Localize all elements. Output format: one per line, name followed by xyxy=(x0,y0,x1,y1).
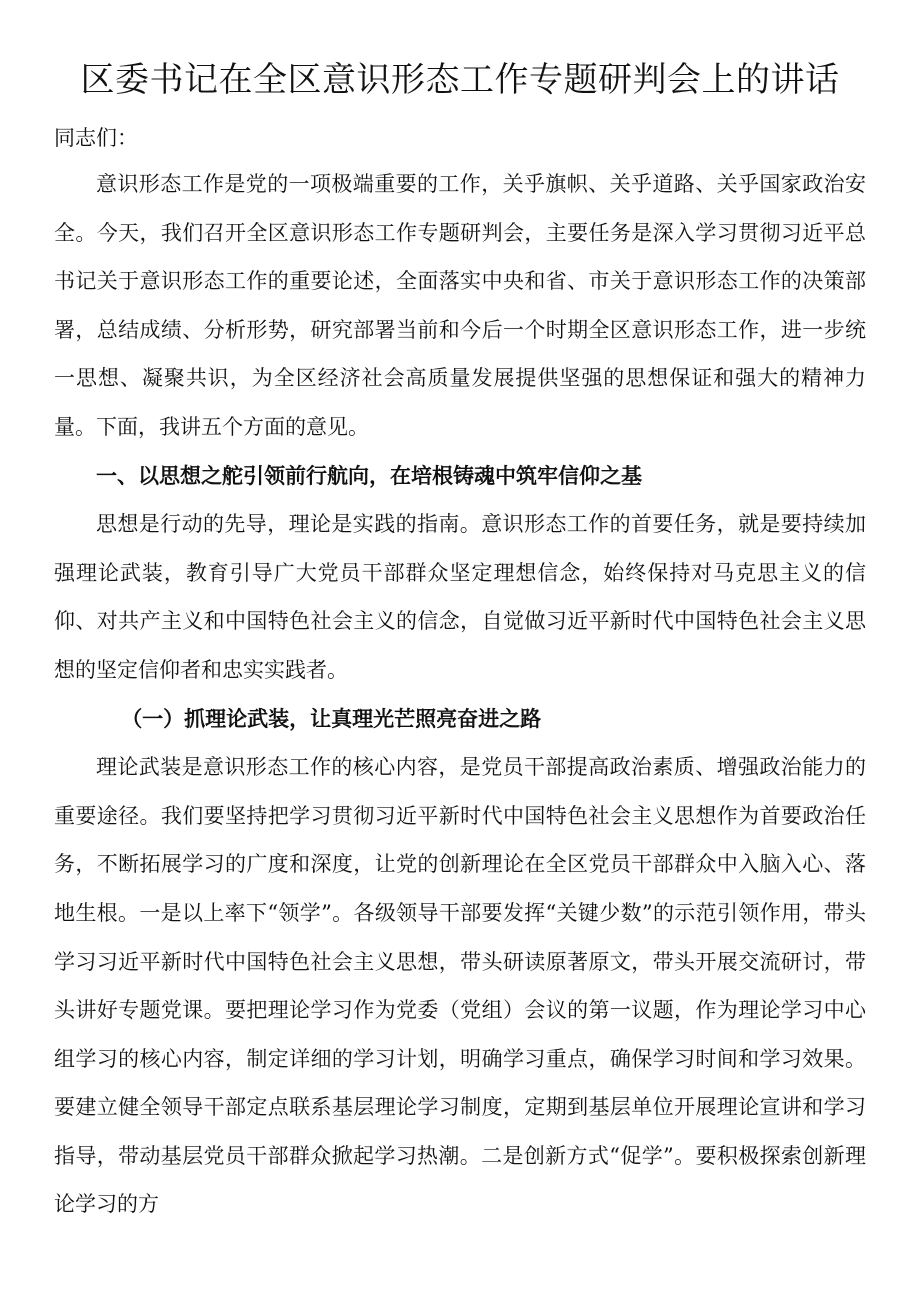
document-title: 区委书记在全区意识形态工作专题研判会上的讲话 xyxy=(80,60,840,100)
section-heading-1: 一、以思想之舵引领前行航向，在培根铸魂中筑牢信仰之基 xyxy=(96,463,642,488)
document-body xyxy=(54,160,866,1229)
subsection-heading-1-1: （一）抓理论武装，让真理光芒照亮奋进之路 xyxy=(121,706,542,731)
subsection-1-1-paragraph: 理论武装是意识形态工作的核心内容，是党员干部提高政治素质、增强政治能力的重要途径。我们要坚持把学习贯彻习近平新时代中国特色社会主义思想作为首要政治任务，不断拓展学习的广度和深度，让党的创新理论在全区党员干部群众中入脑入心、落地生根。一是以上率下“领学”。各级领导干部要发挥“关键少数”的示范引领作用，带头学习习近平新时代中国特色社会主义思想，带头研读原著原文，带头开展交流研讨，带头讲好专题党课。要把理论学习作为党委（党组）会议的第一议题，作为理论学习中心组学习的核心内容，制定详细的学习计划，明确学习重点，确保学习时间和学习效果。要建立健全领导干部定点联系基层理论学习制度，定期到基层单位开展理论宣讲和学习指导，带动基层党员干部群众掀起学习热潮。二是创新方式“促学”。要积极探索创新理论学习的方 xyxy=(54,755,866,1217)
section-1-paragraph: 思想是行动的先导，理论是实践的指南。意识形态工作的首要任务，就是要持续加强理论武装，教育引导广大党员干部群众坚定理想信念，始终保持对马克思主义的信仰、对共产主义和中国特色社会主义的信念，自觉做习近平新时代中国特色社会主义思想的坚定信仰者和忠实实践者。 xyxy=(54,512,866,682)
intro-paragraph: 意识形态工作是党的一项极端重要的工作，关乎旗帜、关乎道路、关乎国家政治安全。今天，我们召开全区意识形态工作专题研判会，主要任务是深入学习贯彻习近平总书记关于意识形态工作的重要论述，全面落实中央和省、市关于意识形态工作的决策部署，总结成绩、分析形势，研究部署当前和今后一个时期全区意识形态工作，进一步统一思想、凝聚共识，为全区经济社会高质量发展提供坚强的思想保证和强大的精神力量。下面，我讲五个方面的意见。 xyxy=(54,172,866,439)
salutation: 同志们： xyxy=(54,126,138,150)
